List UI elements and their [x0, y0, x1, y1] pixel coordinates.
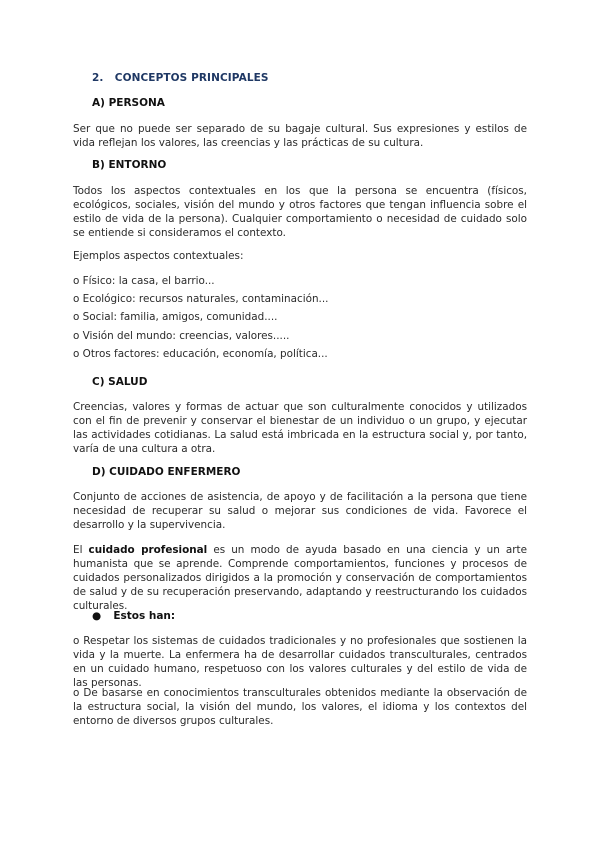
example-item: o Otros factores: educación, economía, política...: [73, 348, 328, 360]
examples-intro: Ejemplos aspectos contextuales:: [73, 250, 244, 262]
bullet-heading-label: Estos han:: [113, 610, 176, 622]
bullet-icon: ●: [92, 610, 102, 622]
heading-persona: A) PERSONA: [92, 97, 165, 109]
example-item: o Ecológico: recursos naturales, contaminación...: [73, 293, 329, 305]
section-title: CONCEPTOS PRINCIPALES: [114, 72, 269, 84]
bold-term: cuidado profesional: [88, 544, 208, 556]
section-heading: [92, 72, 269, 84]
bullet-heading: [92, 610, 175, 622]
heading-salud: C) SALUD: [92, 376, 148, 388]
example-item: o Visión del mundo: creencias, valores.....: [73, 330, 290, 342]
heading-cuidado: D) CUIDADO ENFERMERO: [92, 466, 241, 478]
entorno-paragraph: Todos los aspectos contextuales en los que la persona se encuentra (físicos, ecológicos, sociales, visión del mundo y otros factores que tengan influencia sobre el estilo de vida de la persona). Cualquier comportamiento o necesidad de cuidado solo se entiende si consideramos el contexto.: [73, 185, 527, 239]
text-fragment: El: [73, 544, 89, 556]
example-item: o Físico: la casa, el barrio...: [73, 275, 215, 287]
cuidado-profesional-paragraph: [73, 543, 527, 613]
list-item: o De basarse en conocimientos transculturales obtenidos mediante la observación de la estructura social, la visión del mundo, los valores, el idioma y los contextos del entorno de diversos grupos culturales.: [73, 687, 527, 727]
salud-paragraph: Creencias, valores y formas de actuar que son culturalmente conocidos y utilizados con el fin de prevenir y conservar el bienestar de un individuo o un grupo, y ejecutar las actividades cotidianas. La salud está imbricada en la estructura social y, por tanto, varía de una cultura a otra.: [73, 401, 527, 455]
cuidado-paragraph: Conjunto de acciones de asistencia, de apoyo y de facilitación a la persona que tiene necesidad de recuperar su salud o mejorar sus condiciones de vida. Favorece el desarrollo y la supervivencia.: [73, 491, 527, 531]
section-number: 2.: [92, 72, 104, 84]
text-fragment: es un modo de ayuda basado en una ciencia y un arte humanista que se aprende. Comprende comportamientos, funciones y procesos de cuidados personalizados dirigidos a la promoción y conservación de comportamientos de salud y de su recuperación preservando, adaptando y reestructurando los cuidados culturales.: [73, 544, 527, 612]
heading-entorno: B) ENTORNO: [92, 159, 167, 171]
list-item: o Respetar los sistemas de cuidados tradicionales y no profesionales que sostienen la vida y la muerte. La enfermera ha de desarrollar cuidados transculturales, centrados en un cuidado humano, respetuoso con los valores culturales y del estilo de vida de las personas.: [73, 635, 527, 689]
persona-paragraph: Ser que no puede ser separado de su bagaje cultural. Sus expresiones y estilos de vida reflejan los valores, las creencias y las prácticas de su cultura.: [73, 123, 527, 149]
example-item: o Social: familia, amigos, comunidad....: [73, 311, 278, 323]
